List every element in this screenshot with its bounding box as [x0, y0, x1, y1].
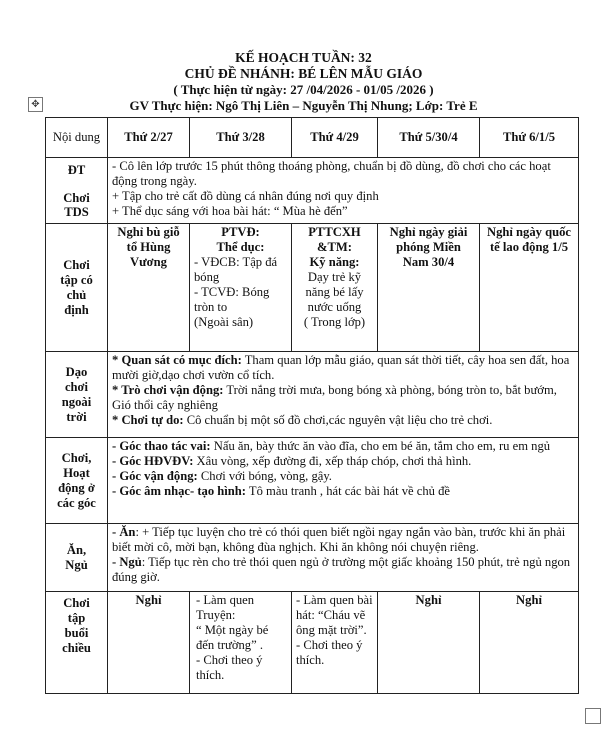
dao-choi-item: * Trò chơi vận động: Trời nắng trời mưa, bong bóng xà phòng, bóng tròn to, bắt bướm, Gió thổi cây nghiêng — [112, 383, 557, 412]
goc-item: - Góc HĐVĐV: Xâu vòng, xếp đường đi, xếp tháp chóp, chơi thả hình. — [112, 454, 472, 468]
row-an-ngu — [46, 524, 579, 592]
row-label-an-ngu: Ăn, Ngủ — [46, 524, 108, 592]
choi-tap-wed — [292, 224, 378, 352]
goc-item: - Góc thao tác vai: Nấu ăn, bày thức ăn vào đĩa, cho em bé ăn, tắm cho em, ru em ngủ — [112, 439, 551, 453]
dao-choi-item: * Quan sát có mục đích: Tham quan lớp mẫu giáo, quan sát thời tiết, cây hoa sen đất, hoa mười giờ,dạo chơi vườn cổ tích. — [112, 353, 570, 382]
col-header-content: Nội dung — [46, 118, 108, 158]
choi-tap-tue-body: - VĐCB: Tập đá bóng - TCVĐ: Bóng tròn to (Ngoài sân) — [194, 255, 278, 329]
chieu-thu: Nghỉ — [378, 592, 480, 694]
row-label-goc: Chơi, Hoạt động ở các góc — [46, 438, 108, 524]
goc-content — [108, 438, 579, 524]
col-header-fri: Thứ 6/1/5 — [480, 118, 579, 158]
weekly-plan-table — [45, 117, 579, 694]
col-header-thu: Thứ 5/30/4 — [378, 118, 480, 158]
dao-choi-item: * Chơi tự do: Cô chuẩn bị một số đồ chơi,các nguyên vật liệu cho trẻ chơi. — [112, 413, 493, 427]
col-header-mon: Thứ 2/27 — [108, 118, 190, 158]
choi-tap-thu: Nghỉ ngày giải phóng Miền Nam 30/4 — [378, 224, 480, 352]
row-dt — [46, 158, 579, 224]
dt-line: + Thể dục sáng với hoa bài hát: “ Mùa hè đến” — [112, 204, 348, 218]
theme-title: CHỦ ĐỀ NHÁNH: BÉ LÊN MẪU GIÁO — [184, 66, 423, 81]
row-label-dt: ĐT Chơi TDS — [46, 158, 108, 224]
row-label-dao-choi: Dạo chơi ngoài trời — [46, 352, 108, 438]
goc-item: - Góc âm nhạc- tạo hình: Tô màu tranh , hát các bài hát về chủ đề — [112, 484, 450, 498]
row-chieu — [46, 592, 579, 694]
col-header-wed: Thứ 4/29 — [292, 118, 378, 158]
an-ngu-item: - Ăn: + Tiếp tục luyện cho trẻ có thói quen biết ngồi ngay ngắn vào bàn, trước khi ăn phải biết mời cô, mời bạn, không đùa nghịch. Khi ăn không nói chuyện riêng. — [112, 525, 566, 554]
choi-tap-fri: Nghỉ ngày quốc tế lao động 1/5 — [480, 224, 579, 352]
row-choi-tap — [46, 224, 579, 352]
chieu-wed: - Làm quen bài hát: “Cháu vẽ ông mặt trời”. - Chơi theo ý thích. — [292, 592, 378, 694]
choi-tap-tue — [190, 224, 292, 352]
plan-title: KẾ HOẠCH TUẦN: 32 — [235, 50, 372, 65]
header-row — [46, 118, 579, 158]
an-ngu-content — [108, 524, 579, 592]
choi-tap-mon: Nghỉ bù giỗ tổ Hùng Vương — [108, 224, 190, 352]
teachers-line: GV Thực hiện: Ngô Thị Liên – Nguyễn Thị Nhung; Lớp: Trẻ E — [129, 98, 478, 113]
goc-item: - Góc vận động: Chơi với bóng, vòng, gậy. — [112, 469, 332, 483]
an-ngu-item: - Ngủ: Tiếp tục rèn cho trẻ thói quen ngủ ở trường một giấc khoảng 150 phút, trẻ ngủ ngon đúng giờ. — [112, 555, 571, 584]
chieu-fri: Nghỉ — [480, 592, 579, 694]
period-line: ( Thực hiện từ ngày: 27 /04/2026 - 01/05 /2026 ) — [173, 82, 434, 97]
chieu-mon: Nghỉ — [108, 592, 190, 694]
resize-handle[interactable] — [585, 708, 601, 724]
choi-tap-tue-title: PTVĐ: Thể dục: — [216, 225, 265, 254]
move-icon[interactable]: ✥ — [28, 97, 43, 112]
dt-content — [108, 158, 579, 224]
dt-line: - Cô lên lớp trước 15 phút thông thoáng phòng, chuẩn bị đồ dùng, đồ chơi cho các hoạt động trong ngày. — [112, 159, 551, 188]
chieu-tue: - Làm quen Truyện: “ Một ngày bé đến trường” . - Chơi theo ý thích. — [190, 592, 292, 694]
col-header-tue: Thứ 3/28 — [190, 118, 292, 158]
dao-choi-content — [108, 352, 579, 438]
row-goc — [46, 438, 579, 524]
choi-tap-wed-title: PTTCXH &TM: Kỹ năng: — [308, 225, 361, 269]
choi-tap-wed-body: Dạy trẻ kỹ năng bé lấy nước uống ( Trong lớp) — [303, 270, 366, 329]
row-label-chieu: Chơi tập buổi chiều — [46, 592, 108, 694]
row-label-choi-tap: Chơi tập có chủ định — [46, 224, 108, 352]
row-dao-choi — [46, 352, 579, 438]
dt-line: + Tập cho trẻ cất đồ dùng cá nhân đúng nơi quy định — [112, 189, 379, 203]
